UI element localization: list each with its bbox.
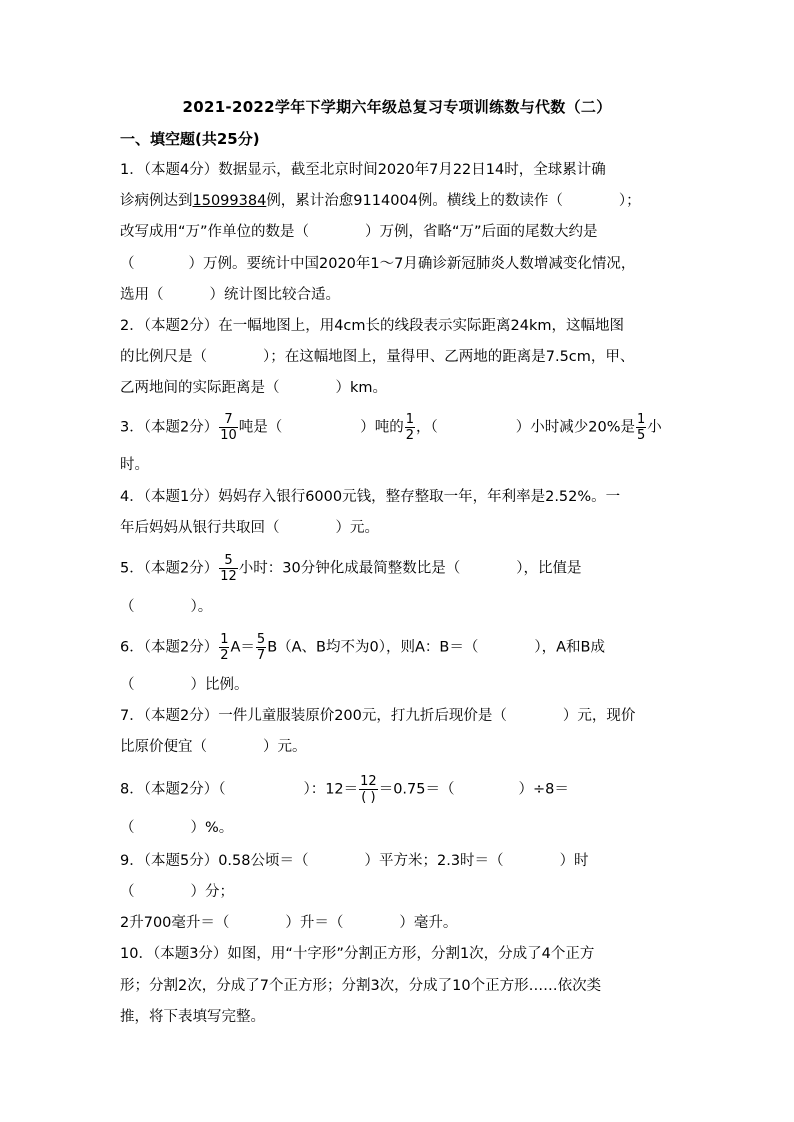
fraction-numerator: 1: [637, 412, 646, 427]
q5-line-2: [120, 597, 212, 617]
q5-text: 小时：30分钟化成最简整数比是（: [238, 560, 461, 577]
q10-line-1: 10．（本题3分）如图，用“十字形”分割正方形，分割1次，分成了4个正方: [120, 946, 595, 962]
fraction: [219, 412, 238, 443]
fraction: [359, 774, 378, 805]
q7-text: 7．（本题2分）一件儿童服装原价200元，打九折后现价是（: [120, 708, 507, 724]
q2-text: 乙两地间的实际距离是（: [120, 380, 280, 396]
fraction-numerator: 12: [360, 774, 377, 789]
fraction-numerator: 7: [219, 412, 238, 428]
q3-text: ）小时减少20%是: [515, 419, 636, 436]
q6-line-1: [120, 632, 605, 663]
q5-line-1: [120, 553, 581, 584]
q4-line-2: [120, 518, 379, 538]
fraction-denominator: 12: [220, 569, 237, 584]
q7-line-2: [120, 737, 307, 757]
q1-line-5: [120, 285, 340, 305]
q8-text: ）%。: [190, 820, 234, 836]
q2-line-3: [120, 378, 387, 398]
q3-text: 小: [647, 419, 662, 436]
q9-line-3: [120, 913, 457, 933]
q1-line-2: [120, 191, 641, 211]
q8-text: ＝0.75＝（: [378, 781, 455, 798]
fraction-numerator: 5: [219, 553, 238, 569]
q8-line-2: [120, 818, 233, 838]
q9-text: 2升700毫升＝（: [120, 915, 230, 931]
q1-text: （: [120, 256, 135, 272]
q8-text: ）÷8＝: [518, 781, 569, 798]
q1-line-4: [120, 254, 635, 274]
fraction-numerator: 1: [405, 412, 415, 427]
q9-line-1: [120, 851, 589, 871]
fraction: [405, 412, 415, 443]
fraction: [219, 632, 229, 663]
q8-text: ）：12＝: [303, 781, 359, 798]
q8-text: 8．（本题2分）（: [120, 781, 226, 798]
q6-text: ），A和B成: [534, 639, 605, 656]
q3-text: ）吨的: [360, 419, 404, 436]
q9-text: ）平方米；2.3时＝（: [364, 853, 504, 869]
fraction-denominator: 2: [405, 428, 415, 443]
q5-text: ）。: [190, 599, 213, 615]
q5-text: ），比值是: [516, 560, 582, 577]
q9-text: ）分；: [190, 884, 234, 900]
q9-text: 9．（本题5分）0.58公顷＝（: [120, 853, 309, 869]
q2-line-2: [120, 347, 634, 367]
q6-text: （: [120, 677, 135, 693]
q6-text: 6．（本题2分）: [120, 639, 219, 656]
q9-text: ）毫升。: [399, 915, 458, 931]
q2-text: 的比例尺是（: [120, 349, 207, 365]
q6-text: A＝: [230, 639, 255, 656]
q7-line-1: [120, 706, 635, 726]
q9-text: ）升＝（: [285, 915, 344, 931]
q1-text: ）；: [618, 193, 641, 209]
q1-underlined-number: 15099384: [192, 193, 267, 209]
q4-text: ）元。: [335, 520, 379, 536]
q9-text: ）时: [559, 853, 589, 869]
q3-line-1: [120, 412, 662, 443]
fraction-denominator: 7: [256, 648, 266, 663]
q2-line-1: 2．（本题2分）在一幅地图上，用4cm长的线段表示实际距离24km，这幅地图: [120, 318, 624, 334]
q6-text: B（A、B均不为0），则A：B＝（: [267, 639, 479, 656]
fraction-denominator: 5: [637, 428, 646, 443]
q3-text: ，（: [416, 419, 438, 436]
q3-line-2: 时。: [120, 457, 149, 473]
fraction: [219, 553, 238, 584]
section-heading: 一、填空题(共25分): [120, 130, 260, 148]
q10-line-2: 形；分割2次，分成了7个正方形；分割3次，分成了10个正方形……依次类: [120, 978, 602, 994]
q1-text: ）万例。要统计中国2020年1～7月确诊新冠肺炎人数增减变化情况，: [188, 256, 636, 272]
q1-text: 选用（: [120, 287, 164, 303]
q1-text: ）统计图比较合适。: [209, 287, 340, 303]
fraction-denominator[interactable]: ( ): [361, 790, 376, 805]
fraction: [256, 632, 266, 663]
q5-text: （: [120, 599, 135, 615]
q7-text: ）元。: [263, 739, 307, 755]
q1-text: 改写成用“万”作单位的数是（: [120, 224, 310, 240]
q1-text: 诊病例达到: [120, 193, 193, 209]
q8-text: （: [120, 820, 135, 836]
fraction-denominator: 10: [220, 428, 237, 443]
fraction-numerator: 1: [220, 632, 229, 647]
q5-text: 5．（本题2分）: [120, 560, 219, 577]
q9-line-2: [120, 882, 234, 902]
q6-line-2: [120, 675, 249, 695]
q10-line-3: 推，将下表填写完整。: [120, 1009, 265, 1025]
q2-text: ）km。: [335, 380, 388, 396]
fraction: [636, 412, 646, 443]
q7-text: ）元，现价: [562, 708, 636, 724]
q3-text: 3．（本题2分）: [120, 419, 219, 436]
q1-line-3: [120, 222, 598, 242]
q1-text: 例，累计治愈9114004例。横线上的数读作（: [266, 193, 563, 209]
q7-text: 比原价便宜（: [120, 739, 207, 755]
q4-line-1: 4．（本题1分）妈妈存入银行6000元钱，整存整取一年，年利率是2.52%。一: [120, 489, 621, 505]
q3-text: 吨是（: [238, 419, 283, 436]
q1-line-1: 1．（本题4分）数据显示，截至北京时间2020年7月22日14时，全球累计确: [120, 162, 606, 178]
q2-text: ）；在这幅地图上，量得甲、乙两地的距离是7.5cm，甲、: [263, 349, 635, 365]
q8-line-1: [120, 774, 569, 805]
q4-text: 年后妈妈从银行共取回（: [120, 520, 280, 536]
q6-text: ）比例。: [190, 677, 249, 693]
fraction-denominator: 2: [220, 648, 229, 663]
fraction-numerator: 5: [256, 632, 266, 647]
q1-text: ）万例，省略“万”后面的尾数大约是: [365, 224, 598, 240]
page-title: 2021-2022学年下学期六年级总复习专项训练数与代数（二）: [182, 98, 612, 116]
q9-text: （: [120, 884, 135, 900]
